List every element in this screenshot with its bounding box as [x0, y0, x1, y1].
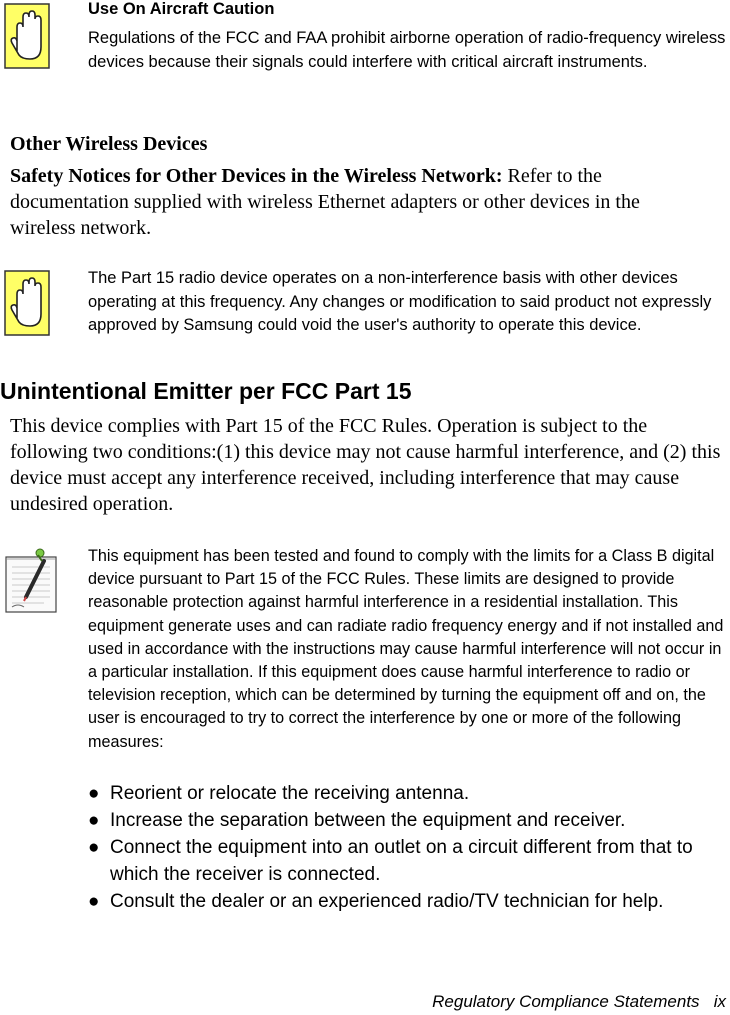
- section-paragraph: [10, 163, 700, 241]
- emitter-paragraph: This device complies with Part 15 of the FCC Rules. Operation is subject to the following two conditions:(1) this device may not cause harmful interference, and (2) this device must accept any interference received, including interference that may cause undesired operation.: [10, 415, 721, 515]
- list-item: [88, 807, 728, 834]
- bullet: ●: [88, 810, 100, 831]
- list-item-text: Consult the dealer or an experienced radio/TV technician for help.: [110, 891, 664, 912]
- hand-stop-icon: [4, 3, 50, 69]
- list-item-text: Increase the separation between the equipment and receiver.: [110, 810, 626, 831]
- section-heading: Other Wireless Devices: [10, 133, 208, 155]
- caution-body: Regulations of the FCC and FAA prohibit airborne operation of radio-frequency wireless devices because their signals could interfere with critical aircraft instruments.: [88, 29, 726, 71]
- list-item-text: Connect the equipment into an outlet on a circuit different from that to which the receiver is connected.: [110, 837, 693, 885]
- class-b-notice: This equipment has been tested and found to comply with the limits for a Class B digital device pursuant to Part 15 of the FCC Rules. These limits are designed to provide reasonable protection against harmful interference in a residential installation. This equipment generate uses and can radiate radio frequency energy and if not installed and used in accordance with the instructions may cause harmful interference will not occur in a particular installation. If this equipment does cause harmful interference to radio or television reception, which can be determined by turning the equipment off and on, the user is encouraged to try to correct the interference by one or more of the following measures:: [88, 547, 724, 751]
- list-item: [88, 780, 728, 807]
- section-body: Refer to the documentation supplied with wireless Ethernet adapters or other devices in the wireless network.: [10, 165, 640, 239]
- part15-notice: The Part 15 radio device operates on a non-interference basis with other devices operating at this frequency. Any changes or modification to said product not expressly approved by Samsung could void the user's authority to operate this device.: [88, 269, 712, 334]
- bullet: ●: [88, 837, 100, 858]
- list-item: [88, 834, 728, 888]
- section-lead: Safety Notices for Other Devices in the Wireless Network:: [10, 165, 503, 187]
- list-item: [88, 888, 728, 915]
- hand-stop-icon: [4, 270, 50, 336]
- bullet: ●: [88, 783, 100, 804]
- page-footer: Regulatory Compliance Statements ix: [432, 992, 726, 1011]
- caution-title: Use On Aircraft Caution: [88, 0, 275, 18]
- notepad-pen-icon: [4, 547, 60, 615]
- emitter-heading: Unintentional Emitter per FCC Part 15: [0, 378, 412, 404]
- measures-list: [88, 780, 728, 915]
- list-item-text: Reorient or relocate the receiving antenna.: [110, 783, 470, 804]
- bullet: ●: [88, 891, 100, 912]
